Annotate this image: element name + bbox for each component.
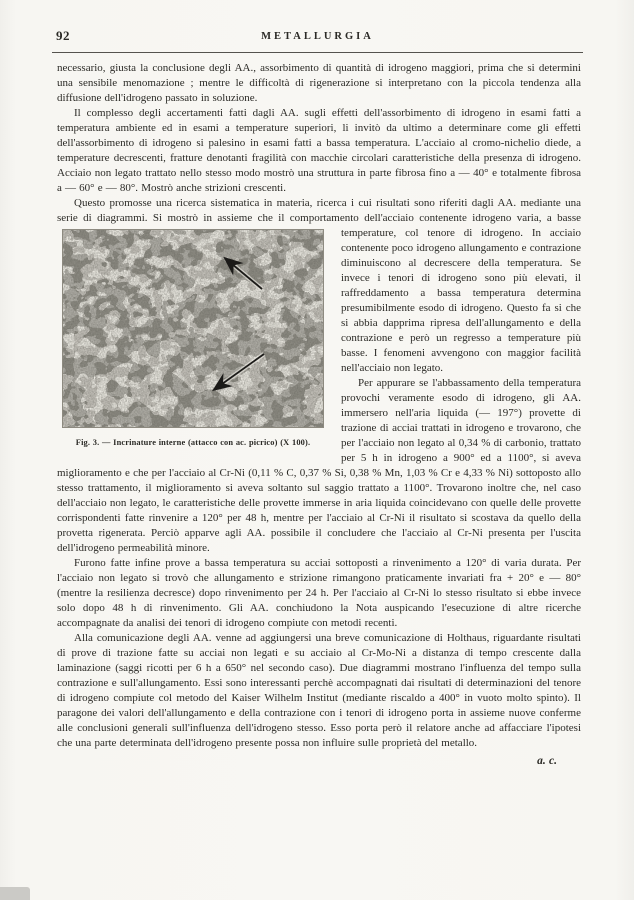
- header-rule: [52, 52, 583, 53]
- figure-caption: Fig. 3. — Incrinature interne (attacco con ac. picrico) (X 100).: [75, 438, 311, 447]
- figure-3: [57, 230, 329, 450]
- page-header: [52, 28, 583, 50]
- paragraph-1: necessario, giusta la conclusione degli AA., assorbimento di quantità di idrogeno maggiori, prima che si determini una sensibile menomazione ; mentre le difficoltà di rigenerazione si interpretano con la piccola tendenza alla diffusione dell'idrogeno passato in soluzione.: [57, 62, 581, 104]
- paragraph-6: Alla comunicazione degli AA. venne ad aggiungersi una breve comunicazione di Holthaus, riguardante risultati di prove di trazione fatte su acciai non legati e su acciaio al Cr-Mo-Ni a distanza di tempo crescente dalla laminazione (saggi ricotti per 6 h a 650° nel secondo caso). Due diagrammi mostrano l'influenza del tempo sulla contrazione e sull'allungamento. Essi sono interessanti perchè accompagnati dai risultati di determinazioni del tenore di idrogeno compiute col metodo del Kaiser Wilhelm Institut (mediante riscaldo a 400° in vuoto molto spinto). Il paragone dei valori dell'allungamento e della contrazione con i tenori di idrogeno porta in assieme nuove conferme alle conclusioni generali sull'influenza dell'idrogeno stesso. Esso porta però il relatore anche ad affacciare l'ipotesi che una parte determinata dell'idrogeno presente possa non influire sulle proprietà del metallo.: [57, 632, 581, 749]
- page-number: 92: [56, 28, 70, 43]
- paragraph-3-continuation: idrogeno varia, a basse temperature, col tenore di idrogeno. In acciaio contenente poco idrogeno allungamento e contrazione diminuiscono al decrescere della temperatura. Se invece i tenori di idrogeno sono più elevati, il raffreddamento a bassa temperatura determina presumibilmente esodo di idrogeno. Questo fa si che si abbia dapprima ripresa dell'allungamento e della contrazione e però un regresso a temperature più basse. I fenomeni avvengono con maggior facilità nell'acciaio non legato.: [341, 212, 581, 374]
- micrograph-grain: [63, 230, 323, 427]
- paragraph-5: Furono fatte infine prove a bassa temperatura su acciai sottoposti a rinvenimento a 120° di varia durata. Per l'acciaio non legato si trovò che allungamento e strizione rimangono praticamente invariati fra + 20° e — 80° (mentre la resilienza decresce) dopo rinvenimento per 24 h. Per l'acciaio al Cr-Ni lo stesso risultato si ebbe invece solo dopo 48 h di rinvenimento. Gli AA. conchiudono la Nota auspicando l'esecuzione di altre ricerche accompagnate da analisi dei tenori di idrogeno compiute con metodi recenti.: [57, 557, 581, 629]
- paragraph-4: Per appurare se l'abbassamento della temperatura provochi veramente esodo di idrogeno, gli AA. immersero nell'aria liquida (— 197°) provette di trazione di acciai trattati in idrogeno e trovarono, che per l'acciaio non legato al 0,34 % di carbonio, trattato per 5 h in idrogeno a 900° ed a 1100°, si aveva miglioramento e che per l'acciaio al Cr-Ni (0,11 % C, 0,37 % Si, 0,38 % Mn, 1,03 % Cr e 4,33 % Ni) sottoposto allo stesso trattamento, il miglioramento si aveva soltanto sul saggio trattato a 1100°. Trovarono inoltre che, nel caso dell'acciaio non legato, le caratteristiche delle provette immerse in aria liquida coincidevano con quelle delle provette corrispondenti fatte rinvenire a 120° per 48 h, mentre per l'acciaio al Cr-Ni il risultato si scostava da quello della provetta rigenerata. Perciò apparve agli AA. possibile il concludere che l'acciaio al Cr-Ni presenta per l'uscita dell'idrogeno permeabilità minore.: [57, 377, 581, 554]
- article-body: [57, 61, 581, 769]
- paragraph-3-with-figure: [57, 196, 581, 447]
- paragraph-2: Il complesso degli accertamenti fatti dagli AA. sugli effetti dell'assorbimento di idrogeno in esami fatti a temperatura ambiente ed in esami a temperature superiori, li invitò da ultimo a determinare come gli effetti dell'assorbimento di idrogeno si palesino in esami fatti a bassa temperatura. L'acciaio al cromo-nichelio diede, a temperature decrescenti, fratture denotanti fragilità con macchie circolari caratteristiche della presenza di idrogeno. Acciaio non legato trattato nello stesso modo mostrò una struttura in parte fibrosa fino a — 40° e totalmente fibrosa a — 60° e — 80°. Mostrò anche strizioni crescenti.: [57, 107, 581, 194]
- author-initials: a. c.: [537, 755, 557, 767]
- paragraph-3-intro: Questo promosse una ricerca sistematica in materia, ricerca i cui risultati sono riferiti dagli AA. mediante una serie di diagrammi. Si mostrò in assieme che il comportamento dell'acciaio contenente: [57, 197, 581, 224]
- scan-artifact: [0, 887, 30, 900]
- journal-title: METALLURGIA: [261, 31, 374, 42]
- micrograph-image: [63, 230, 323, 427]
